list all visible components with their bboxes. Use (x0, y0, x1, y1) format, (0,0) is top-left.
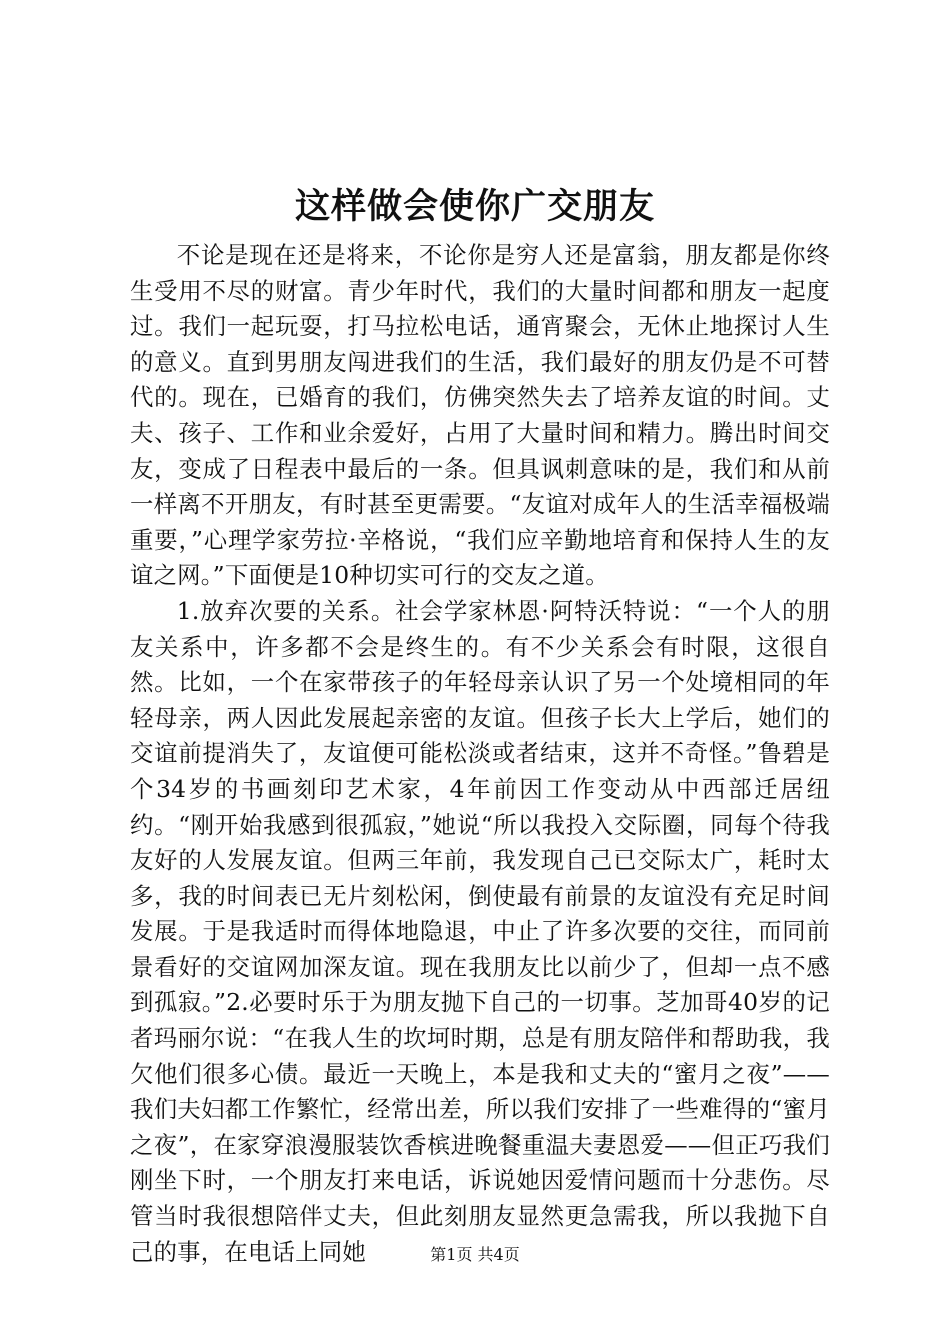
paragraph-intro: 不论是现在还是将来，不论你是穷人还是富翁，朋友都是你终生受用不尽的财富。青少年时代，我们的大量时间都和朋友一起度过。我们一起玩耍，打马拉松电话，通宵聚会，无休止地探讨人生的意义。直到男朋友闯进我们的生活，我们最好的朋友仍是不可替代的。现在，已婚育的我们，仿佛突然失去了培养友谊的时间。丈夫、孩子、工作和业余爱好，占用了大量时间和精力。腾出时间交友，变成了日程表中最后的一条。但具讽刺意味的是，我们和从前一样离不开朋友，有时甚至更需要。“友谊对成年人的生活幸福极端重要，”心理学家劳拉·辛格说，“我们应辛勤地培育和保持人生的友谊之网。”下面便是10种切实可行的交友之道。 (130, 241, 830, 590)
paragraph-tips: 1.放弃次要的关系。社会学家林恩·阿特沃特说：“一个人的朋友关系中，许多都不会是终生的。有不少关系会有时限，这很自然。比如，一个在家带孩子的年轻母亲认识了另一个处境相同的年轻母亲，两人因此发展起亲密的友谊。但孩子长大上学后，她们的交谊前提消失了，友谊便可能松淡或者结束，这并不奇怪。”鲁碧是个34岁的书画刻印艺术家，4年前因工作变动从中西部迁居纽约。“刚开始我感到很孤寂，”她说“所以我投入交际圈，同每个待我友好的人发展友谊。但两三年前，我发现自己已交际太广，耗时太多，我的时间表已无片刻松闲，倒使最有前景的友谊没有充足时间发展。于是我适时而得体地隐退，中止了许多次要的交往，而同前景看好的交谊网加深友谊。现在我朋友比以前少了，但却一点不感到孤寂。”2.必要时乐于为朋友抛下自己的一切事。芝加哥40岁的记者玛丽尔说：“在我人生的坎坷时期，总是有朋友陪伴和帮助我，我欠他们很多心债。最近一天晚上，本是我和丈夫的“蜜月之夜”——我们夫妇都工作繁忙，经常出差，所以我们安排了一些难得的“蜜月之夜”，在家穿浪漫服装饮香槟进晚餐重温夫妻恩爱——但正巧我们刚坐下时，一个朋友打来电话，诉说她因爱情问题而十分悲伤。尽管当时我很想陪伴丈夫，但此刻朋友显然更急需我，所以我抛下自己的事，在电话上同她 (130, 596, 830, 1266)
document-body (130, 238, 830, 1270)
page-number-footer: 第1页 共4页 (430, 1245, 520, 1264)
document-title: 这样做会使你广交朋友 (294, 186, 655, 227)
